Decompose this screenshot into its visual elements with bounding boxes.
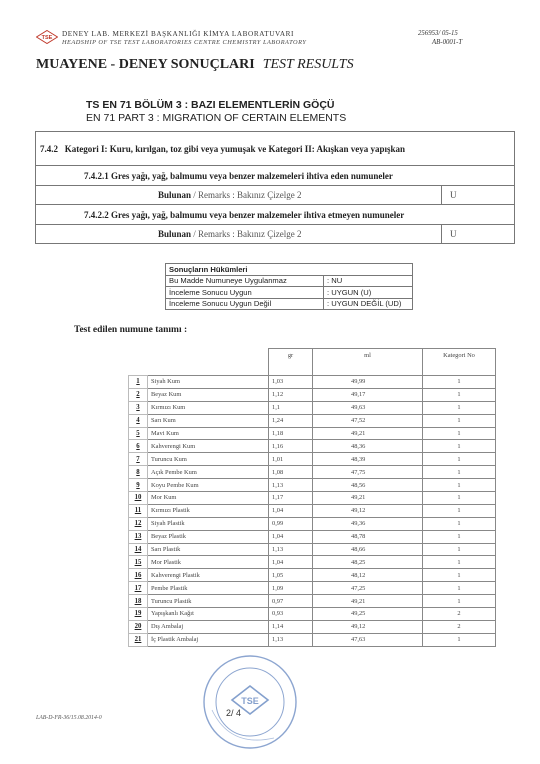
sample-row bbox=[129, 376, 496, 389]
sample-category: 1 bbox=[423, 504, 496, 517]
sample-name: Sarı Plastik bbox=[148, 543, 269, 556]
sample-ml: 49,63 bbox=[313, 401, 423, 414]
result-label: Bulunan bbox=[158, 190, 192, 200]
col-category-header: Kategori No bbox=[423, 349, 496, 376]
standard-title: TS EN 71 BÖLÜM 3 : BAZI ELEMENTLERİN GÖÇÜ bbox=[86, 99, 335, 111]
sample-ml: 49,36 bbox=[313, 517, 423, 530]
sample-gr: 1,05 bbox=[269, 569, 313, 582]
sample-name: Mor Plastik bbox=[148, 556, 269, 569]
sample-number: 7 bbox=[129, 453, 148, 466]
title-en: TEST RESULTS bbox=[262, 57, 354, 72]
sample-category: 1 bbox=[423, 556, 496, 569]
sample-name: Turuncu Plastik bbox=[148, 595, 269, 608]
title-tr: MUAYENE - DENEY SONUÇLARI bbox=[36, 57, 255, 72]
sample-number: 1 bbox=[129, 376, 148, 389]
sample-row bbox=[129, 427, 496, 440]
verdict-label: Bu Madde Numuneye Uygulanmaz bbox=[166, 275, 324, 287]
sample-name: Koyu Pembe Kum bbox=[148, 479, 269, 492]
sample-category: 1 bbox=[423, 530, 496, 543]
sample-gr: 0,99 bbox=[269, 517, 313, 530]
sample-row bbox=[129, 517, 496, 530]
sample-name: Sarı Kum bbox=[148, 414, 269, 427]
sample-name: Pembe Plastik bbox=[148, 582, 269, 595]
lab-name-en: HEADSHIP OF TSE TEST LABORATORIES CENTRE CHEMISTRY LABORATORY bbox=[62, 39, 307, 46]
sample-gr: 1,17 bbox=[269, 492, 313, 505]
sample-row bbox=[129, 608, 496, 621]
sample-gr: 1,13 bbox=[269, 543, 313, 556]
sample-category: 1 bbox=[423, 582, 496, 595]
sample-category: 1 bbox=[423, 376, 496, 389]
sample-number: 17 bbox=[129, 582, 148, 595]
sample-ml: 49,99 bbox=[313, 376, 423, 389]
sample-name: Kırmızı Kum bbox=[148, 401, 269, 414]
sample-number: 3 bbox=[129, 401, 148, 414]
sample-ml: 49,21 bbox=[313, 492, 423, 505]
sample-row bbox=[129, 453, 496, 466]
sample-number: 2 bbox=[129, 388, 148, 401]
sample-gr: 1,08 bbox=[269, 466, 313, 479]
lab-name: DENEY LAB. MERKEZİ BAŞKANLIĞI KİMYA LABORATUVARI bbox=[62, 30, 295, 38]
sample-ml: 47,75 bbox=[313, 466, 423, 479]
sample-number: 21 bbox=[129, 633, 148, 646]
sample-row bbox=[129, 595, 496, 608]
verdict-value: : UYGUN (U) bbox=[324, 287, 413, 299]
sample-row bbox=[129, 388, 496, 401]
sample-row bbox=[129, 633, 496, 646]
sample-row bbox=[129, 414, 496, 427]
verdict-heading: Sonuçların Hükümleri bbox=[166, 264, 413, 276]
verdict-legend-table bbox=[165, 263, 413, 310]
sample-row bbox=[129, 504, 496, 517]
sample-row bbox=[129, 543, 496, 556]
result-code: U bbox=[442, 225, 515, 244]
sample-gr: 1,13 bbox=[269, 633, 313, 646]
sample-category: 1 bbox=[423, 466, 496, 479]
col-ml-header: ml bbox=[313, 349, 423, 376]
sample-category: 1 bbox=[423, 517, 496, 530]
sample-number: 16 bbox=[129, 569, 148, 582]
sample-category: 1 bbox=[423, 414, 496, 427]
samples-header-row bbox=[129, 349, 496, 376]
sample-number: 9 bbox=[129, 479, 148, 492]
sample-ml: 49,21 bbox=[313, 595, 423, 608]
sample-gr: 1,03 bbox=[269, 376, 313, 389]
verdict-label: İnceleme Sonucu Uygun Değil bbox=[166, 298, 324, 310]
result-row-1 bbox=[36, 186, 515, 205]
document-code: AB-0001-T bbox=[432, 39, 463, 46]
verdict-row bbox=[166, 298, 413, 310]
sample-row bbox=[129, 492, 496, 505]
sample-category: 1 bbox=[423, 440, 496, 453]
sample-name: Mavi Kum bbox=[148, 427, 269, 440]
standard-title-en: EN 71 PART 3 : MIGRATION OF CERTAIN ELEMENTS bbox=[86, 112, 347, 124]
sample-ml: 48,56 bbox=[313, 479, 423, 492]
samples-heading: Test edilen numune tanımı : bbox=[74, 325, 188, 335]
sample-gr: 1,14 bbox=[269, 620, 313, 633]
sample-category: 2 bbox=[423, 608, 496, 621]
clause-category-cell bbox=[36, 132, 515, 166]
sample-gr: 1,16 bbox=[269, 440, 313, 453]
sample-row bbox=[129, 530, 496, 543]
sample-number: 12 bbox=[129, 517, 148, 530]
sample-gr: 1,18 bbox=[269, 427, 313, 440]
sample-name: Mor Kum bbox=[148, 492, 269, 505]
sample-name: Turuncu Kum bbox=[148, 453, 269, 466]
sample-ml: 48,78 bbox=[313, 530, 423, 543]
sample-row bbox=[129, 466, 496, 479]
result-cell-1 bbox=[36, 186, 442, 205]
sample-category: 1 bbox=[423, 543, 496, 556]
samples-table bbox=[128, 348, 496, 647]
tse-logo-icon bbox=[36, 30, 58, 44]
sample-category: 1 bbox=[423, 633, 496, 646]
sample-category: 1 bbox=[423, 453, 496, 466]
result-remarks: Remarks : Bakınız Çizelge 2 bbox=[198, 190, 302, 200]
sample-ml: 48,12 bbox=[313, 569, 423, 582]
sample-category: 1 bbox=[423, 427, 496, 440]
result-code: U bbox=[442, 186, 515, 205]
page-title bbox=[36, 57, 354, 73]
sample-gr: 1,04 bbox=[269, 556, 313, 569]
sample-ml: 49,17 bbox=[313, 388, 423, 401]
sample-number: 4 bbox=[129, 414, 148, 427]
sample-row bbox=[129, 401, 496, 414]
sample-number: 15 bbox=[129, 556, 148, 569]
result-label: Bulunan bbox=[158, 229, 192, 239]
sample-ml: 49,25 bbox=[313, 608, 423, 621]
sample-category: 1 bbox=[423, 595, 496, 608]
sample-name: Kırmızı Plastik bbox=[148, 504, 269, 517]
sample-gr: 1,13 bbox=[269, 479, 313, 492]
sample-number: 19 bbox=[129, 608, 148, 621]
sample-gr: 0,93 bbox=[269, 608, 313, 621]
sample-number: 13 bbox=[129, 530, 148, 543]
sample-gr: 1,12 bbox=[269, 388, 313, 401]
sample-ml: 49,12 bbox=[313, 504, 423, 517]
clause-text: Kategori I: Kuru, kırılgan, toz gibi veya yumuşak ve Kategori II: Akışkan veya yapışkan bbox=[64, 143, 406, 154]
page-number: 2/ 4 bbox=[226, 708, 242, 718]
sample-number: 6 bbox=[129, 440, 148, 453]
sample-ml: 47,63 bbox=[313, 633, 423, 646]
sample-category: 1 bbox=[423, 569, 496, 582]
sample-ml: 49,21 bbox=[313, 427, 423, 440]
result-cell-2 bbox=[36, 225, 442, 244]
sample-category: 1 bbox=[423, 492, 496, 505]
report-number: 256953/ 05-15 bbox=[418, 30, 458, 37]
clause-number: 7.4.2 bbox=[40, 143, 58, 154]
result-remarks: Remarks : Bakınız Çizelge 2 bbox=[198, 229, 302, 239]
sample-gr: 1,09 bbox=[269, 582, 313, 595]
sample-number: 8 bbox=[129, 466, 148, 479]
sample-name: Siyah Kum bbox=[148, 376, 269, 389]
result-row-2 bbox=[36, 225, 515, 244]
sample-number: 11 bbox=[129, 504, 148, 517]
subclause-1: 7.4.2.1 Gres yağı, yağ, balmumu veya benzer malzemeleri ihtiva eden numuneler bbox=[36, 166, 515, 186]
sample-name: Kahverengi Kum bbox=[148, 440, 269, 453]
sample-ml: 48,66 bbox=[313, 543, 423, 556]
sample-number: 5 bbox=[129, 427, 148, 440]
sample-ml: 47,52 bbox=[313, 414, 423, 427]
sample-name: Dış Ambalaj bbox=[148, 620, 269, 633]
sample-row bbox=[129, 479, 496, 492]
result-separator: / bbox=[191, 229, 199, 239]
sample-row bbox=[129, 569, 496, 582]
sample-gr: 1,24 bbox=[269, 414, 313, 427]
sample-name: Kahverengi Plastik bbox=[148, 569, 269, 582]
verdict-value: : UYGUN DEĞİL (UD) bbox=[324, 298, 413, 310]
sample-name: Beyaz Kum bbox=[148, 388, 269, 401]
verdict-value: : NU bbox=[324, 275, 413, 287]
sample-row bbox=[129, 440, 496, 453]
sample-gr: 1,01 bbox=[269, 453, 313, 466]
sample-category: 1 bbox=[423, 479, 496, 492]
logo-text: TSE bbox=[41, 35, 53, 41]
verdict-row bbox=[166, 287, 413, 299]
sample-number: 18 bbox=[129, 595, 148, 608]
sample-name: İç Plastik Ambalaj bbox=[148, 633, 269, 646]
sample-number: 14 bbox=[129, 543, 148, 556]
sample-ml: 48,36 bbox=[313, 440, 423, 453]
sample-gr: 1,04 bbox=[269, 530, 313, 543]
sample-ml: 48,25 bbox=[313, 556, 423, 569]
form-code: LAB-D-FR-36/15.08.2014-0 bbox=[36, 715, 102, 721]
sample-ml: 49,12 bbox=[313, 620, 423, 633]
verdict-label: İnceleme Sonucu Uygun bbox=[166, 287, 324, 299]
sample-ml: 47,25 bbox=[313, 582, 423, 595]
sample-gr: 0,97 bbox=[269, 595, 313, 608]
sample-row bbox=[129, 620, 496, 633]
sample-row bbox=[129, 582, 496, 595]
sample-gr: 1,04 bbox=[269, 504, 313, 517]
sample-name: Yapışkanlı Kağıt bbox=[148, 608, 269, 621]
sample-name: Siyah Plastik bbox=[148, 517, 269, 530]
sample-category: 2 bbox=[423, 620, 496, 633]
sample-row bbox=[129, 556, 496, 569]
sample-category: 1 bbox=[423, 388, 496, 401]
verdict-row bbox=[166, 275, 413, 287]
sample-category: 1 bbox=[423, 401, 496, 414]
col-gr-header: gr bbox=[269, 349, 313, 376]
sample-gr: 1,1 bbox=[269, 401, 313, 414]
clause-table bbox=[35, 131, 515, 244]
result-separator: / bbox=[191, 190, 199, 200]
sample-name: Beyaz Plastik bbox=[148, 530, 269, 543]
stamp-seal-icon bbox=[200, 652, 300, 752]
subclause-2: 7.4.2.2 Gres yağı, yağ, balmumu veya benzer malzemeler ihtiva etmeyen numuneler bbox=[36, 205, 515, 225]
sample-number: 20 bbox=[129, 620, 148, 633]
sample-number: 10 bbox=[129, 492, 148, 505]
sample-ml: 48,39 bbox=[313, 453, 423, 466]
svg-text:TSE: TSE bbox=[241, 696, 259, 706]
sample-name: Açık Pembe Kum bbox=[148, 466, 269, 479]
